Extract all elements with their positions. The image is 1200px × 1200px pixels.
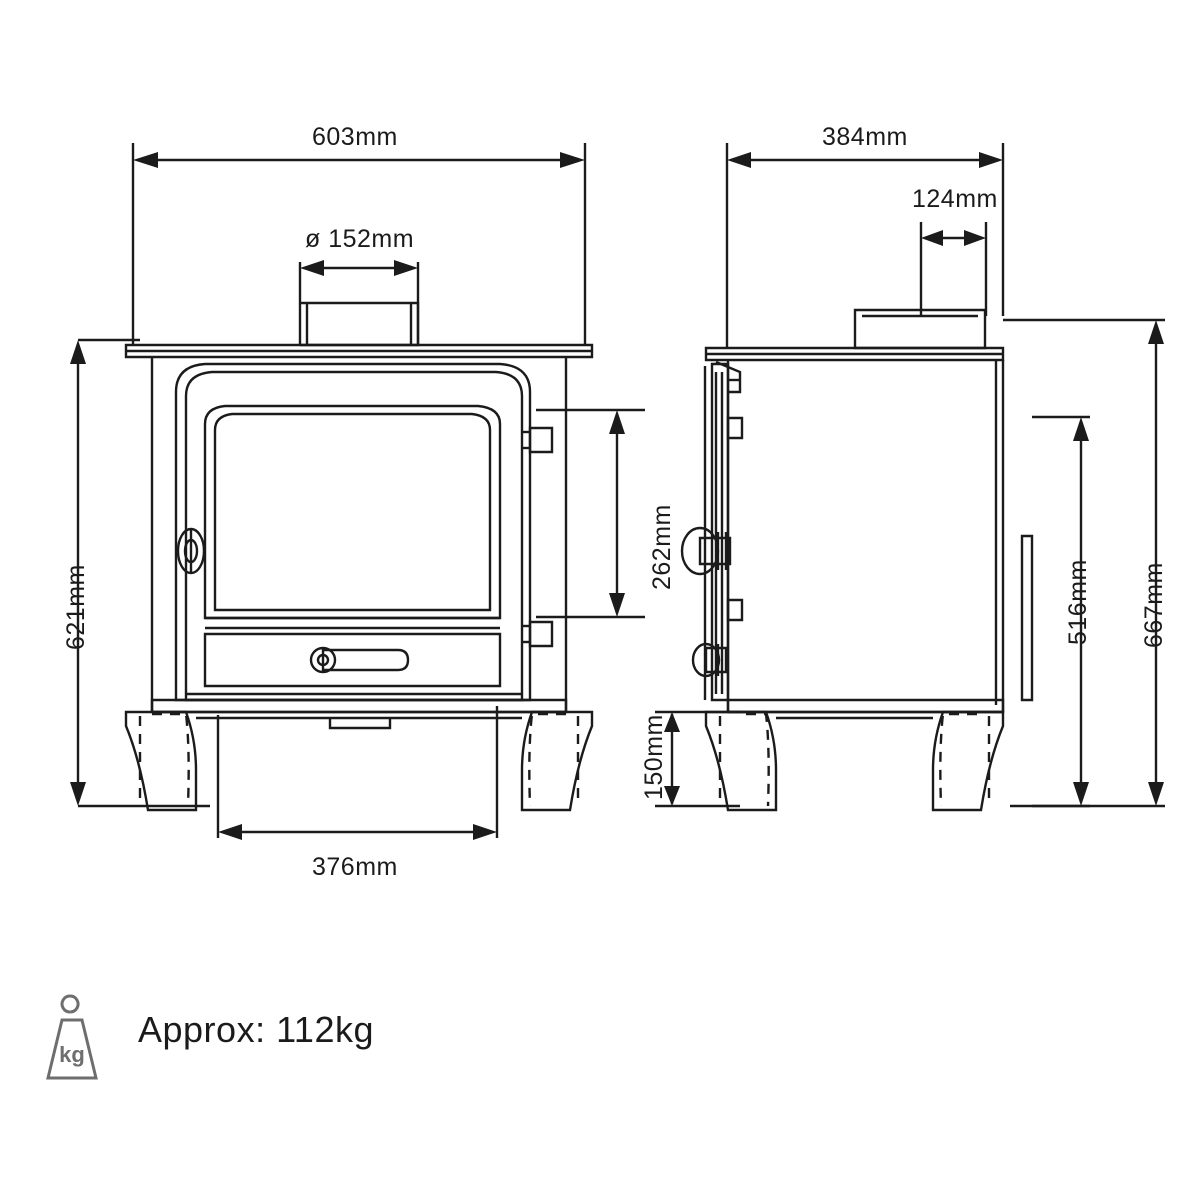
front-view-stove	[126, 303, 592, 810]
arrow-621-top	[70, 340, 86, 364]
side-leg-front	[706, 712, 776, 810]
arrow-376-left	[218, 824, 242, 840]
front-lower-detail	[330, 718, 390, 728]
dim-label-side-depth: 384mm	[822, 123, 908, 151]
arrow-376-right	[473, 824, 497, 840]
dim-label-front-width: 603mm	[312, 123, 398, 151]
weight-row	[40, 985, 374, 1075]
front-door-glass-inner	[215, 414, 490, 610]
arrow-603-left	[133, 152, 158, 168]
arrow-152-right	[394, 260, 418, 276]
side-base-plate	[728, 700, 1003, 712]
arrow-124-right	[964, 230, 986, 246]
arrow-384-left	[727, 152, 751, 168]
arrow-384-right	[979, 152, 1003, 168]
side-hinge-bottom	[728, 600, 742, 620]
side-hinge-top	[728, 418, 742, 438]
arrow-516-bottom	[1073, 782, 1089, 806]
dim-label-leg-height: 150mm	[640, 714, 668, 800]
svg-text:kg: kg	[59, 1042, 85, 1067]
front-leg-left	[126, 712, 196, 810]
side-view-stove	[682, 310, 1032, 810]
dim-label-overall-height: 621mm	[62, 564, 90, 650]
arrow-667-top	[1148, 320, 1164, 344]
dim-label-base-width: 376mm	[312, 853, 398, 881]
side-rear-detail	[1022, 536, 1032, 700]
front-flue-collar	[300, 303, 418, 345]
side-leg-rear	[933, 712, 1003, 810]
arrow-603-right	[560, 152, 585, 168]
front-ash-panel	[205, 634, 500, 686]
dim-label-side-height: 667mm	[1140, 562, 1168, 648]
arrow-667-bottom	[1148, 782, 1164, 806]
arrow-621-bottom	[70, 782, 86, 806]
arrow-152-left	[300, 260, 324, 276]
dim-label-body-height: 516mm	[1064, 559, 1092, 645]
weight-label: Approx: 112kg	[138, 1009, 374, 1050]
arrow-124-left	[921, 230, 943, 246]
dim-label-flue-offset: 124mm	[912, 185, 998, 213]
arrow-262-bottom	[609, 593, 625, 617]
front-leg-right	[522, 712, 592, 810]
dim-label-door-height: 262mm	[648, 504, 676, 590]
arrow-516-top	[1073, 417, 1089, 441]
front-hinge-top	[530, 428, 552, 452]
arrow-262-top	[609, 410, 625, 434]
front-base-plate	[152, 700, 566, 712]
front-door-glass	[205, 406, 500, 618]
front-hinge-bottom	[530, 622, 552, 646]
dim-label-flue-diameter: ø 152mm	[305, 225, 415, 253]
